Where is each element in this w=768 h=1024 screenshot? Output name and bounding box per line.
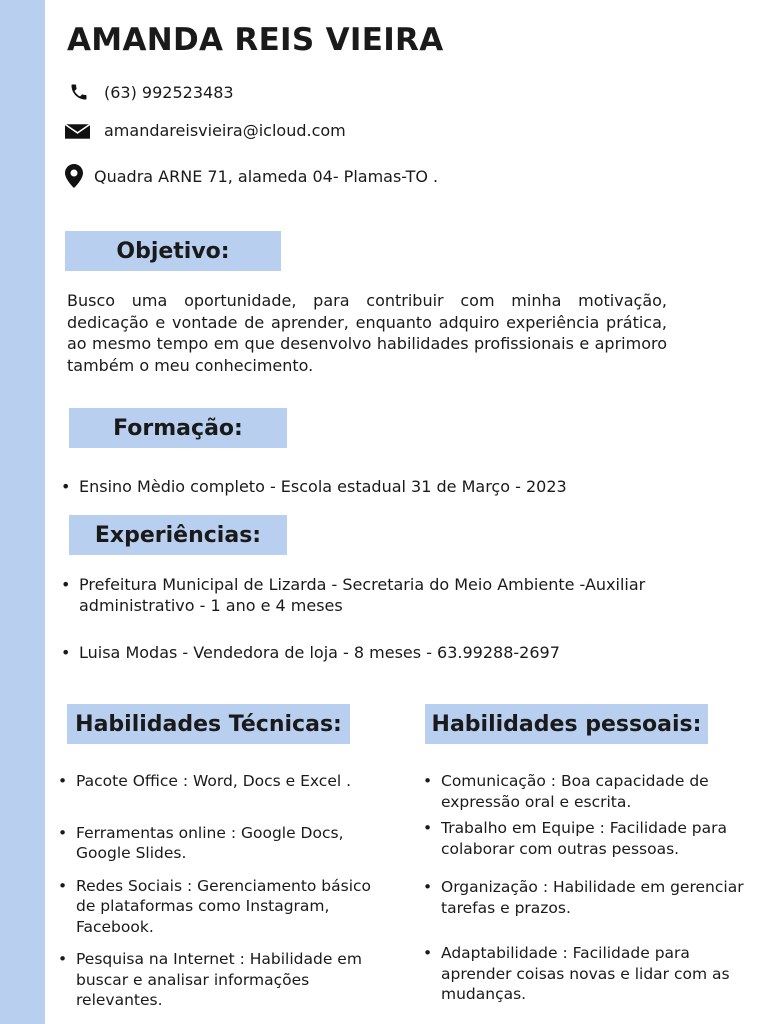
candidate-name: AMANDA REIS VIEIRA: [67, 22, 444, 58]
address-text: Quadra ARNE 71, alameda 04- Plamas-TO .: [94, 166, 439, 186]
left-accent-bar: [0, 0, 45, 1024]
list-item: • Adaptabilidade : Facilidade para aprender coisas novas e lidar com as mudanças.: [441, 943, 759, 1005]
contact-address: [64, 164, 438, 188]
contact-email: [64, 121, 346, 140]
phone-icon: [68, 82, 90, 102]
envelope-icon: [64, 122, 90, 140]
list-item: • Prefeitura Municipal de Lizarda - Secretaria do Meio Ambiente -Auxiliar administrativo - 1 ano e 4 meses: [79, 574, 739, 616]
soft-skills-heading: Habilidades pessoais:: [425, 704, 708, 744]
education-heading: Formação:: [69, 408, 287, 448]
education-list: [79, 476, 739, 497]
email-text: amandareisvieira@icloud.com: [104, 121, 346, 140]
soft-skills-list: [441, 771, 759, 1005]
list-item: • Pesquisa na Internet : Habilidade em buscar e analisar informações relevantes.: [76, 949, 376, 1011]
list-item: • Redes Sociais : Gerenciamento básico de plataformas como Instagram, Facebook.: [76, 876, 376, 938]
phone-text: (63) 992523483: [104, 82, 234, 102]
list-item: • Comunicação : Boa capacidade de expressão oral e escrita.: [441, 771, 759, 812]
experience-heading: Experiências:: [69, 515, 287, 555]
list-item: • Organização : Habilidade em gerenciar tarefas e prazos.: [441, 877, 759, 918]
list-item: • Pacote Office : Word, Docs e Excel .: [76, 771, 376, 792]
objective-heading: Objetivo:: [65, 231, 281, 271]
tech-skills-heading: Habilidades Técnicas:: [67, 704, 350, 744]
tech-skills-list: [76, 771, 376, 1011]
contact-phone: [68, 82, 234, 102]
list-item: • Ensino Mèdio completo - Escola estadual 31 de Março - 2023: [79, 476, 739, 497]
location-pin-icon: [64, 164, 84, 188]
objective-text: Busco uma oportunidade, para contribuir com minha motivação, dedicação e vontade de aprender, enquanto adquiro experiência prática, ao mesmo tempo em que desenvolvo habilidades profissionais e aprimoro também o meu conhecimento.: [67, 291, 667, 375]
list-item: • Trabalho em Equipe : Facilidade para colaborar com outras pessoas.: [441, 818, 759, 859]
list-item: • Ferramentas online : Google Docs, Google Slides.: [76, 823, 376, 864]
experience-list: [79, 574, 739, 663]
list-item: • Luisa Modas - Vendedora de loja - 8 meses - 63.99288-2697: [79, 642, 739, 663]
